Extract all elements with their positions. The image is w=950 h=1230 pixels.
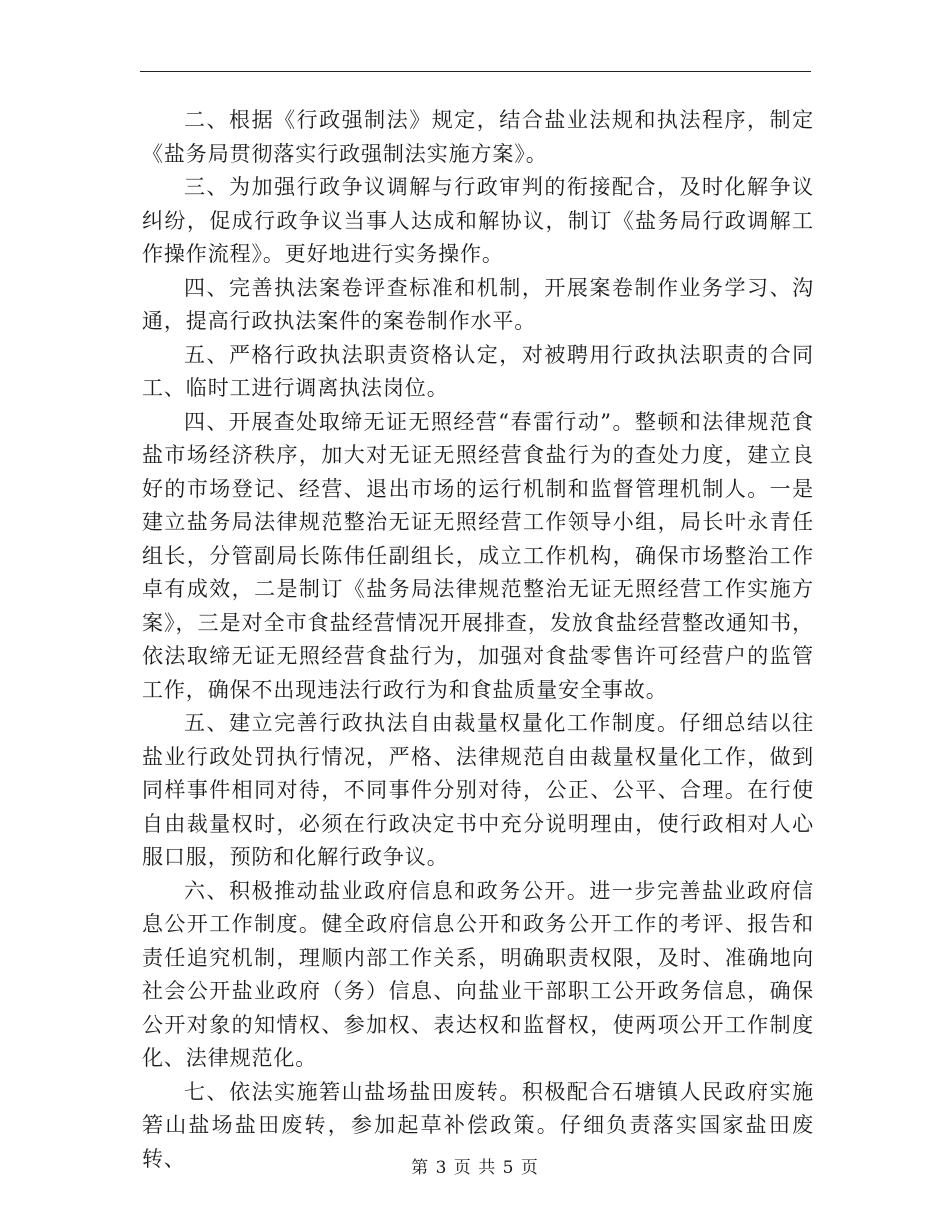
paragraph-2: 二、根据《行政强制法》规定，结合盐业法规和执法程序，制定《盐务局贯彻落实行政强制法实施方案》。 [142,108,814,166]
paragraph-3: 三、为加强行政争议调解与行政审判的衔接配合，及时化解争议纠纷，促成行政争议当事人达成和解协议，制订《盐务局行政调解工作操作流程》。更好地进行实务操作。 [142,175,814,266]
paragraph-4b: 四、开展查处取缔无证无照经营“春雷行动”。整顿和法律规范食盐市场经济秩序，加大对无证无照经营食盐行为的查处力度，建立良好的市场登记、经营、退出市场的运行机制和监督管理机制人。一是建立盐务局法律规范整治无证无照经营工作领导小组，局长叶永青任组长，分管副局长陈伟任副组长，成立工作机构，确保市场整治工作卓有成效，二是制订《盐务局法律规范整治无证无照经营工作实施方案》，三是对全市食盐经营情况开展排查，发放食盐经营整改通知书，依法取缔无证无照经营食盐行为，加强对食盐零售许可经营户的监管工作，确保不出现违法行政行为和食盐质量安全事故。 [142,409,814,702]
paragraph-5a: 五、严格行政执法职责资格认定，对被聘用行政执法职责的合同工、临时工进行调离执法岗位。 [142,342,814,400]
paragraph-7: 七、依法实施箬山盐场盐田废转。积极配合石塘镇人民政府实施箬山盐场盐田废转，参加起草补偿政策。仔细负责落实国家盐田废转、 [142,1079,814,1171]
document-body [142,104,814,1176]
paragraph-4a: 四、完善执法案卷评查标准和机制，开展案卷制作业务学习、沟通，提高行政执法案件的案卷制作水平。 [142,275,814,333]
page-footer [0,1153,950,1178]
paragraph-6: 六、积极推动盐业政府信息和政务公开。进一步完善盐业政府信息公开工作制度。健全政府信息公开和政务公开工作的考评、报告和责任追究机制，理顺内部工作关系，明确职责权限，及时、准确地向社会公开盐业政府（务）信息、向盐业干部职工公开政务信息，确保公开对象的知情权、参加权、表达权和监督权，使两项公开工作制度化、法律规范化。 [142,878,814,1070]
page-number: 第 3 页 共 5 页 [411,1158,539,1178]
header-rule [140,71,811,72]
paragraph-5b: 五、建立完善行政执法自由裁量权量化工作制度。仔细总结以往盐业行政处罚执行情况，严格、法律规范自由裁量权量化工作，做到同样事件相同对待，不同事件分别对待，公正、公平、合理。在行使自由裁量权时，必须在行政决定书中充分说明理由，使行政相对人心服口服，预防和化解行政争议。 [142,711,814,869]
